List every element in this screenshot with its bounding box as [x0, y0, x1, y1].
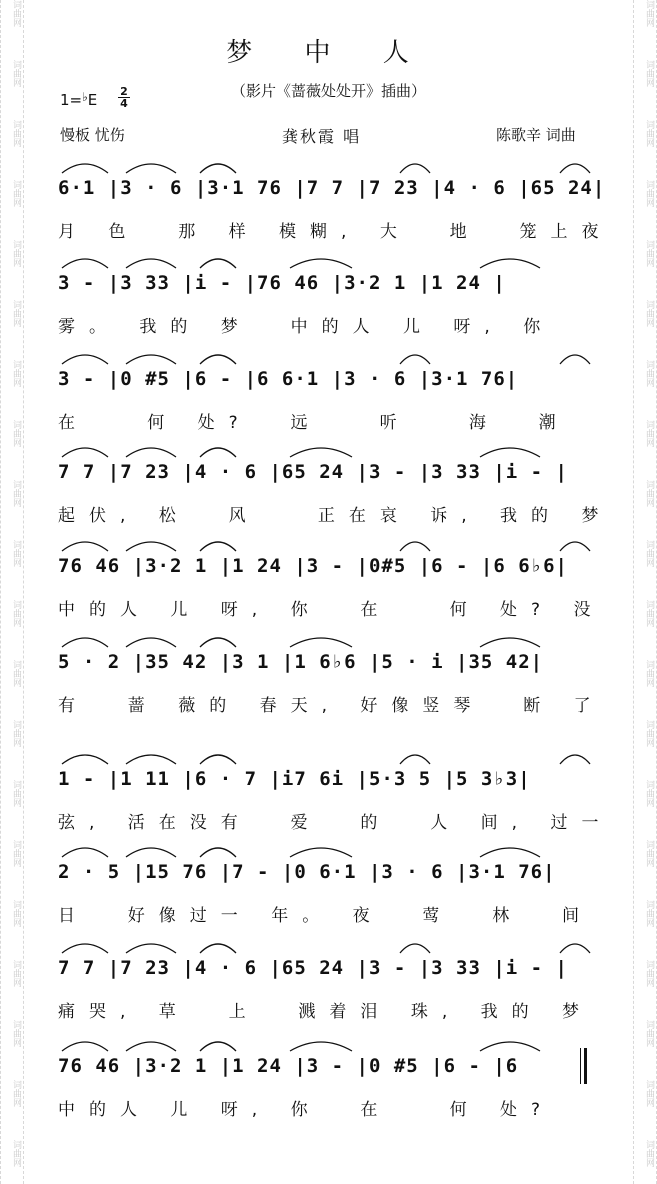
watermark-text: 词曲网 [644, 960, 654, 987]
slur [480, 448, 540, 457]
slur-arcs [0, 248, 657, 272]
watermark-text: 词曲网 [11, 960, 21, 987]
slur-arcs [0, 437, 657, 461]
notation-row: 2 · 5 |15 76 |7 - |0 6·1 |3 · 6 |3·1 76| [58, 861, 556, 883]
slur [290, 448, 352, 457]
watermark-text: 词曲网 [11, 180, 21, 207]
watermark-text: 词曲网 [644, 540, 654, 567]
notation-row: 7 7 |7 23 |4 · 6 |65 24 |3 - |3 33 |i - | [58, 957, 568, 979]
lyrics-row: 弦, 活在没有 爱 的 人 间, 过一 [58, 813, 613, 833]
watermark-text: 词曲网 [11, 420, 21, 447]
watermark-text: 词曲网 [644, 120, 654, 147]
lyrics-row: 日 好像过一 年。 夜 莺 林 间 [58, 906, 594, 926]
watermark-text: 词曲网 [11, 1080, 21, 1107]
slur-arcs [0, 1031, 657, 1055]
slur [290, 848, 352, 857]
slur-arcs [0, 344, 657, 368]
watermark-text: 词曲网 [644, 1080, 654, 1107]
slur [62, 848, 108, 857]
slur-arcs [0, 153, 657, 177]
slur [200, 1042, 236, 1051]
slur [400, 944, 430, 953]
slur-arcs [0, 933, 657, 957]
slur-arcs [0, 627, 657, 651]
slur [480, 259, 540, 268]
notation-row: 5 · 2 |35 42 |3 1 |1 6♭6 |5 · i |35 42| [58, 651, 544, 673]
lyrics-row: 雾。 我的 梦 中的人 儿 呀, 你 [58, 317, 555, 337]
slur [126, 1042, 176, 1051]
slur [126, 848, 176, 857]
watermark-text: 词曲网 [644, 840, 654, 867]
watermark-text: 词曲网 [644, 180, 654, 207]
slur [62, 1042, 108, 1051]
composer-credit: 陈歌辛 词曲 [496, 126, 576, 144]
slur [400, 542, 430, 551]
slur [126, 448, 176, 457]
slur [126, 259, 176, 268]
slur [126, 638, 176, 647]
watermark-text: 词曲网 [644, 0, 654, 27]
watermark-text: 词曲网 [644, 420, 654, 447]
song-subtitle: （影片《蔷薇处处开》插曲） [230, 82, 426, 100]
slur [200, 848, 236, 857]
song-title: 梦 中 人 [226, 38, 431, 68]
slur [200, 542, 236, 551]
watermark-text: 词曲网 [644, 1140, 654, 1167]
watermark-text: 词曲网 [11, 1140, 21, 1167]
slur [200, 755, 236, 764]
slur [62, 164, 108, 173]
slur [200, 448, 236, 457]
slur [62, 259, 108, 268]
slur [62, 944, 108, 953]
watermark-text: 词曲网 [644, 300, 654, 327]
notation-row: 76 46 |3·2 1 |1 24 |3 - |0 #5 |6 - |6 [58, 1055, 519, 1077]
slur [400, 164, 430, 173]
watermark-text: 词曲网 [11, 600, 21, 627]
watermark-text: 词曲网 [11, 0, 21, 27]
watermark-text: 词曲网 [11, 840, 21, 867]
watermark-text: 词曲网 [11, 1020, 21, 1047]
singer-credit: 龚秋霞 唱 [282, 127, 362, 146]
slur [200, 355, 236, 364]
watermark-text: 词曲网 [644, 1020, 654, 1047]
lyrics-row: 中的人 儿 呀, 你 在 何 处? [58, 1100, 555, 1120]
key-signature: 1=♭E [60, 90, 98, 109]
slur [126, 355, 176, 364]
lyrics-row: 痛哭, 草 上 溅着泪 珠, 我的 梦 [58, 1002, 594, 1022]
watermark-text: 词曲网 [644, 480, 654, 507]
slur [62, 542, 108, 551]
slur [126, 542, 176, 551]
slur-arcs [0, 837, 657, 861]
slur [290, 259, 352, 268]
notation-row: 76 46 |3·2 1 |1 24 |3 - |0#5 |6 - |6 6♭6| [58, 555, 568, 577]
slur [200, 164, 236, 173]
watermark-text: 词曲网 [11, 240, 21, 267]
watermark-text: 词曲网 [11, 660, 21, 687]
notation-row: 3 - |0 #5 |6 - |6 6·1 |3 · 6 |3·1 76| [58, 368, 519, 390]
watermark-text: 词曲网 [11, 480, 21, 507]
notation-row: 7 7 |7 23 |4 · 6 |65 24 |3 - |3 33 |i - | [58, 461, 568, 483]
watermark-text: 词曲网 [644, 900, 654, 927]
notation-row: 3 - |3 33 |i - |76 46 |3·2 1 |1 24 | [58, 272, 506, 294]
watermark-text: 词曲网 [11, 60, 21, 87]
slur [200, 638, 236, 647]
watermark-text: 词曲网 [644, 360, 654, 387]
slur [480, 638, 540, 647]
notation-row: 1 - |1 11 |6 · 7 |i7 6i |5·3 5 |5 3♭3| [58, 768, 531, 790]
watermark-text: 词曲网 [11, 540, 21, 567]
watermark-text: 词曲网 [644, 240, 654, 267]
watermark-text: 词曲网 [11, 780, 21, 807]
right-watermark-strip [633, 0, 657, 1184]
tempo-marking: 慢板 忧伤 [60, 126, 125, 144]
slur [400, 355, 430, 364]
slur [62, 638, 108, 647]
slur [126, 944, 176, 953]
lyrics-row: 月 色 那 样 模糊, 大 地 笼上夜 [58, 222, 613, 242]
slur [560, 755, 590, 764]
watermark-text: 词曲网 [11, 720, 21, 747]
watermark-text: 词曲网 [11, 360, 21, 387]
slur [290, 1042, 352, 1051]
slur [62, 355, 108, 364]
slur [560, 542, 590, 551]
lyrics-row: 在 何 处? 远 听 海 潮 [58, 413, 570, 433]
notation-row: 6·1 |3 · 6 |3·1 76 |7 7 |7 23 |4 · 6 |65 24| [58, 177, 606, 199]
slur [126, 164, 176, 173]
slur [400, 755, 430, 764]
slur [480, 1042, 540, 1051]
watermark-text: 词曲网 [644, 780, 654, 807]
slur [62, 448, 108, 457]
slur [200, 944, 236, 953]
slur [126, 755, 176, 764]
lyrics-row: 起伏, 松 风 正在哀 诉, 我的 梦 [58, 506, 613, 526]
slur [290, 638, 352, 647]
slur [200, 259, 236, 268]
final-barline [580, 1048, 587, 1084]
watermark-text: 词曲网 [11, 120, 21, 147]
flat-sign: ♭ [82, 90, 88, 104]
lyrics-row: 有 蔷 薇的 春天, 好像竖琴 断 了 [58, 696, 605, 716]
watermark-text: 词曲网 [644, 720, 654, 747]
slur [560, 355, 590, 364]
time-signature: 2 4 [118, 86, 130, 109]
watermark-text: 词曲网 [644, 60, 654, 87]
watermark-text: 词曲网 [11, 300, 21, 327]
slur [480, 848, 540, 857]
watermark-text: 词曲网 [644, 660, 654, 687]
slur [62, 755, 108, 764]
slur-arcs [0, 744, 657, 768]
slur [560, 944, 590, 953]
watermark-text: 词曲网 [11, 900, 21, 927]
slur [560, 164, 590, 173]
slur-arcs [0, 531, 657, 555]
lyrics-row: 中的人 儿 呀, 你 在 何 处? 没 [58, 600, 605, 620]
left-watermark-strip [0, 0, 24, 1184]
watermark-text: 词曲网 [644, 600, 654, 627]
